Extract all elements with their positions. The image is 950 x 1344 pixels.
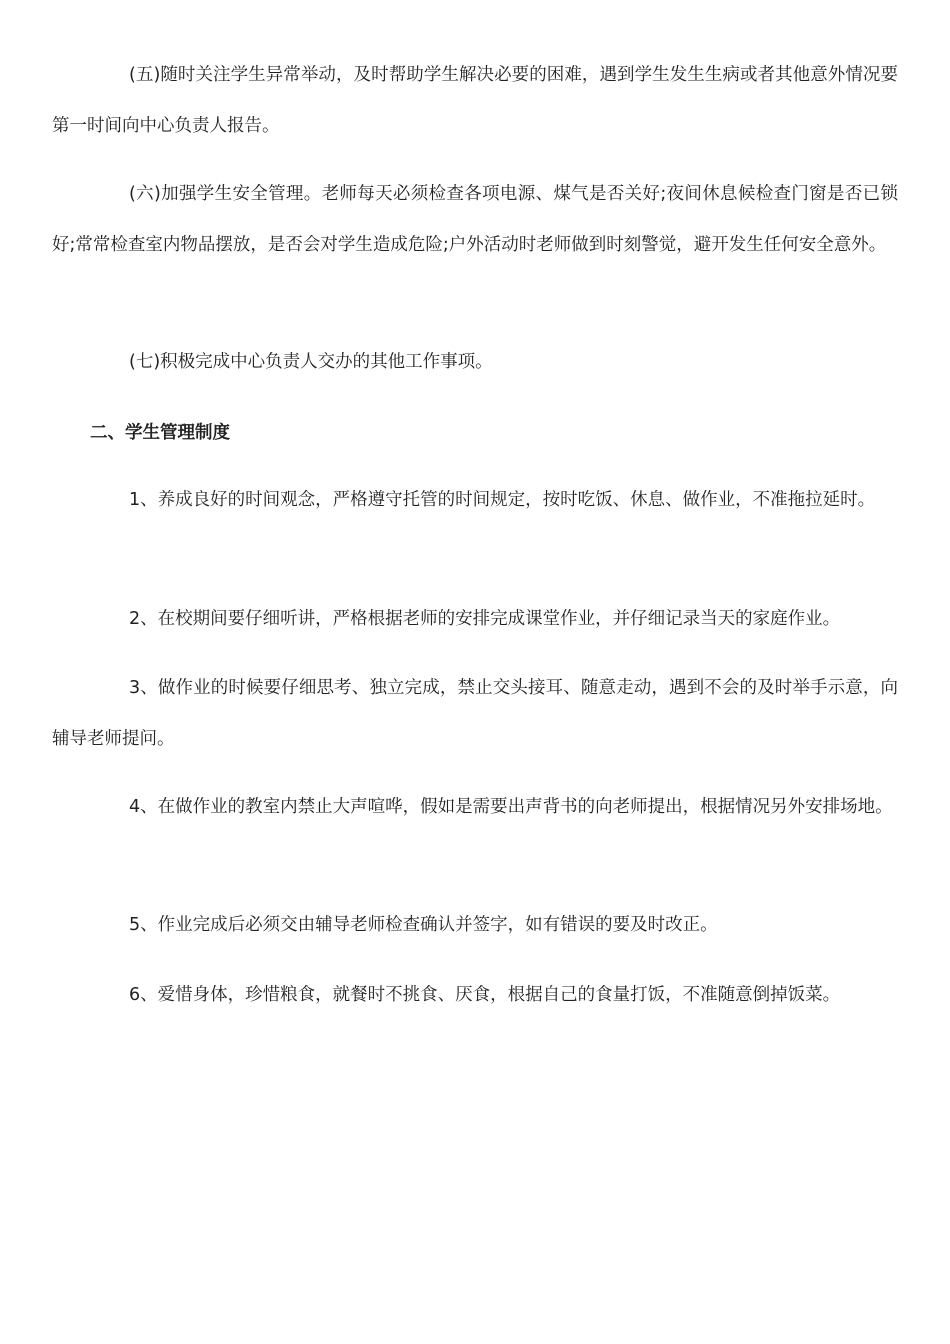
rule-item-6: 6、爱惜身体，珍惜粮食，就餐时不挑食、厌食，根据自己的食量打饭，不准随意倒掉饭菜。 <box>129 985 841 1005</box>
rule-item-5: 5、作业完成后必须交由辅导老师检查确认并签字，如有错误的要及时改正。 <box>129 915 718 935</box>
section-heading: 二、学生管理制度 <box>90 423 230 443</box>
paragraph-item-5: (五)随时关注学生异常举动，及时帮助学生解决必要的困难，遇到学生发生生病或者其他意外情况要第一时间向中心负责人报告。 <box>52 65 898 136</box>
rule-item-3: 3、做作业的时候要仔细思考、独立完成，禁止交头接耳、随意走动，遇到不会的及时举手示意，向辅导老师提问。 <box>52 678 898 749</box>
paragraph-item-7: (七)积极完成中心负责人交办的其他工作事项。 <box>129 352 493 372</box>
rule-item-1: 1、养成良好的时间观念，严格遵守托管的时间规定，按时吃饭、休息、做作业，不准拖拉延时。 <box>129 490 876 510</box>
rule-item-2: 2、在校期间要仔细听讲，严格根据老师的安排完成课堂作业，并仔细记录当天的家庭作业。 <box>129 609 841 629</box>
rule-item-4: 4、在做作业的教室内禁止大声喧哗，假如是需要出声背书的向老师提出，根据情况另外安排场地。 <box>129 797 893 817</box>
paragraph-item-6: (六)加强学生安全管理。老师每天必须检查各项电源、煤气是否关好;夜间休息候检查门窗是否已锁好;常常检查室内物品摆放，是否会对学生造成危险;户外活动时老师做到时刻警觉，避开发生任何安全意外。 <box>52 184 898 255</box>
